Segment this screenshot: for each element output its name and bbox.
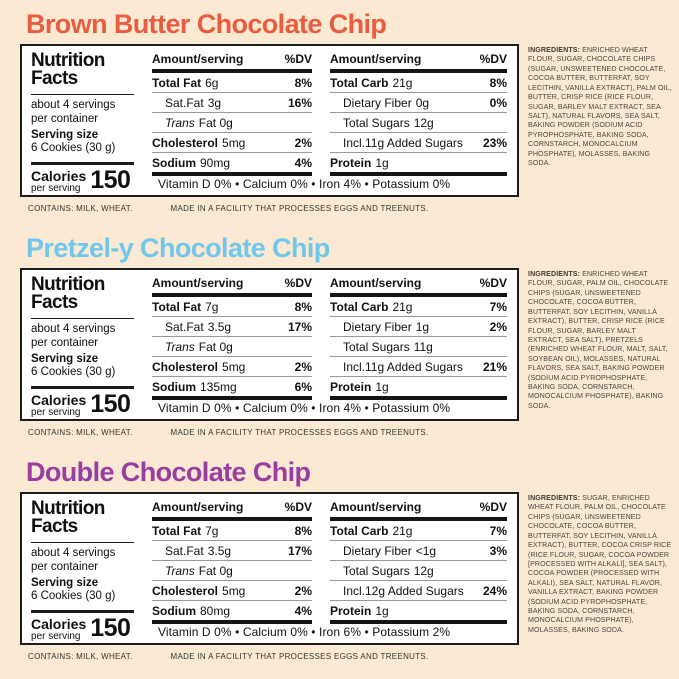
servings-line1: about 4 servings xyxy=(31,547,116,560)
nutrient-name: Total Sugars xyxy=(343,339,410,354)
nutrient-dv: 7% xyxy=(489,523,507,538)
nutrient-name: Cholesterol xyxy=(152,135,219,150)
calories-note: per serving xyxy=(31,183,81,195)
nutrient-dv: 2% xyxy=(294,135,312,150)
divider xyxy=(330,620,507,624)
fat-column xyxy=(140,494,320,643)
ingredients xyxy=(528,492,672,674)
nutrient-name: Trans xyxy=(165,115,195,130)
contains-note: CONTAINS: MILK, WHEAT. xyxy=(28,428,133,437)
nutrient-dv: 7% xyxy=(489,299,507,314)
nutrition-facts-heading xyxy=(31,52,134,88)
fat-column xyxy=(140,270,320,419)
nutrient-amount: 6g xyxy=(205,75,219,90)
serving-size-label: Serving size xyxy=(31,129,99,142)
nutrition-facts-heading-line2: Facts xyxy=(31,292,78,314)
nutrient-row-total-sugars xyxy=(330,561,507,581)
micronutrients-line: Vitamin D 0% • Calcium 0% • Iron 4% • Potassium 0% xyxy=(158,401,451,415)
nutrition-facts-panel xyxy=(20,44,519,197)
carb-column xyxy=(320,270,517,419)
nutrient-name: Total Sugars xyxy=(343,563,410,578)
serving-size-label: Serving size xyxy=(31,353,99,366)
nutrient-name: Trans xyxy=(165,563,195,578)
nutrient-amount: 7g xyxy=(205,299,219,314)
nutrient-amount: 3g xyxy=(207,95,222,110)
nutrient-dv: 17% xyxy=(287,319,312,334)
column-header xyxy=(152,274,312,293)
facts-column xyxy=(22,270,140,419)
calories-labels xyxy=(31,169,86,196)
nutrient-dv: 2% xyxy=(294,583,312,598)
calories-labels xyxy=(31,393,86,420)
facility-note: MADE IN A FACILITY THAT PROCESSES EGGS AND TREENUTS. xyxy=(170,652,429,661)
product-title: Double Chocolate Chip xyxy=(26,456,311,487)
divider xyxy=(152,396,312,400)
nutrient-name: Protein xyxy=(330,379,372,394)
nutrient-row-total-sugars xyxy=(330,113,507,133)
dv-header: %DV xyxy=(284,500,312,514)
nutrition-facts-heading-line1: Nutrition xyxy=(31,50,105,71)
dv-header: %DV xyxy=(479,52,507,66)
nutrient-dv: 2% xyxy=(489,319,507,334)
allergen-notes xyxy=(28,428,519,450)
serving-size-label: Serving size xyxy=(31,577,99,590)
nutrient-name: Total Carb xyxy=(330,75,389,90)
nutrient-name: Protein xyxy=(330,603,372,618)
nutrient-dv: 4% xyxy=(294,155,312,170)
contains-note: CONTAINS: MILK, WHEAT. xyxy=(28,204,133,213)
nutrient-row-protein xyxy=(330,601,507,620)
amount-serving-header: Amount/serving xyxy=(152,276,244,290)
ingredients-text: ENRICHED WHEAT FLOUR, SUGAR, CHOCOLATE CHIPS (SUGAR, UNSWEETENED CHOCOLATE, COCOA BUTTER, BUTTERFAT, SOY LECITHIN, VANILLA EXTRACT), PALM OIL, BUTTER, CRISP RICE (RICE FLOUR, SUGAR, BARLEY MALT EXTRACT, SEA SALT), NATURAL FLAVORS, SEA SALT, BAKING POWDER (SODIUM ACID PYROPHOSPHATE, BAKING SODA, CORNSTARCH, MONOCALCIUM PHOSPHATE), MOLASSES, BAKING SODA. xyxy=(528,46,672,168)
serving-size-value: 6 Cookies (30 g) xyxy=(31,366,116,379)
amount-serving-header: Amount/serving xyxy=(330,500,422,514)
nutrient-dv: 23% xyxy=(482,135,507,150)
nutrition-facts-heading-line1: Nutrition xyxy=(31,274,105,295)
nutrient-row-sat-fat xyxy=(152,541,312,561)
nutrient-row-cholesterol xyxy=(152,357,312,377)
calories-block xyxy=(31,389,134,420)
nutrient-row-sodium xyxy=(152,153,312,172)
nutrient-row-dietary-fiber xyxy=(330,93,507,113)
nutrient-name: Cholesterol xyxy=(152,583,219,598)
nutrient-row-total-carb xyxy=(330,521,507,541)
nutrient-row-trans-fat xyxy=(152,561,312,581)
fat-column xyxy=(140,46,320,195)
nutrient-row-total-fat xyxy=(152,297,312,317)
nutrient-row-sat-fat xyxy=(152,93,312,113)
column-header xyxy=(330,274,507,293)
calories-label: Calories xyxy=(31,391,87,408)
product-title: Brown Butter Chocolate Chip xyxy=(26,8,387,39)
nutrient-row-total-carb xyxy=(330,73,507,93)
nutrition-facts-panel xyxy=(20,268,519,421)
nutrient-row-trans-fat xyxy=(152,113,312,133)
nutrient-row-added-sugars xyxy=(330,133,507,153)
nutrient-amount: Fat 0g xyxy=(198,563,233,578)
calories-value: 150 xyxy=(90,613,131,642)
nutrient-dv: 8% xyxy=(294,523,312,538)
nutrient-amount: 1g xyxy=(375,603,389,618)
divider xyxy=(31,610,134,613)
nutrient-row-added-sugars xyxy=(330,357,507,377)
nutrient-dv: 17% xyxy=(287,543,312,558)
facts-column xyxy=(22,494,140,643)
ingredients-label: INGREDIENTS: xyxy=(528,270,581,278)
nutrient-row-trans-fat xyxy=(152,337,312,357)
nutrient-row-cholesterol xyxy=(152,581,312,601)
nutrient-name: Sodium xyxy=(152,155,196,170)
product-section xyxy=(20,2,671,226)
calories-labels xyxy=(31,617,86,644)
ingredients xyxy=(528,44,672,226)
divider xyxy=(330,396,507,400)
divider xyxy=(31,542,134,543)
nutrient-row-total-carb xyxy=(330,297,507,317)
divider xyxy=(152,620,312,624)
servings-line2: per container xyxy=(31,560,99,573)
nutrient-row-cholesterol xyxy=(152,133,312,153)
micronutrients-line: Vitamin D 0% • Calcium 0% • Iron 6% • Potassium 2% xyxy=(158,625,451,639)
nutrient-name: Sodium xyxy=(152,603,196,618)
servings-line2: per container xyxy=(31,112,99,125)
nutrient-amount: 1g xyxy=(375,155,389,170)
nutrition-facts-heading-line2: Facts xyxy=(31,516,78,538)
product-title: Pretzel-y Chocolate Chip xyxy=(26,232,330,263)
dv-header: %DV xyxy=(284,276,312,290)
nutrient-row-sodium xyxy=(152,601,312,620)
calories-label: Calories xyxy=(31,615,87,632)
nutrient-dv: 6% xyxy=(294,379,312,394)
calories-value: 150 xyxy=(90,165,131,194)
product-section xyxy=(20,450,671,674)
nutrient-name: Sodium xyxy=(152,379,196,394)
nutrient-amount: 5mg xyxy=(222,359,246,374)
carb-column xyxy=(320,46,517,195)
servings-line2: per container xyxy=(31,336,99,349)
nutrient-name: Cholesterol xyxy=(152,359,219,374)
dv-header: %DV xyxy=(479,500,507,514)
amount-serving-header: Amount/serving xyxy=(330,276,422,290)
nutrient-dv: 0% xyxy=(489,95,507,110)
nutrient-row-total-sugars xyxy=(330,337,507,357)
calories-block xyxy=(31,613,134,644)
nutrient-row-sodium xyxy=(152,377,312,396)
nutrient-amount: 5mg xyxy=(222,135,246,150)
facility-note: MADE IN A FACILITY THAT PROCESSES EGGS AND TREENUTS. xyxy=(170,428,429,437)
nutrient-name: Total Fat xyxy=(152,75,202,90)
servings-per-container xyxy=(31,547,134,574)
nutrient-name: Incl.12g Added Sugars xyxy=(343,583,464,598)
nutrient-row-dietary-fiber xyxy=(330,541,507,561)
nutrient-row-total-fat xyxy=(152,73,312,93)
calories-value: 150 xyxy=(90,389,131,418)
nutrition-facts-heading xyxy=(31,500,134,536)
nutrient-amount: 7g xyxy=(205,523,219,538)
calories-note: per serving xyxy=(31,631,81,643)
dv-header: %DV xyxy=(284,52,312,66)
nutrient-amount: 11g xyxy=(413,339,433,354)
nutrient-amount: 0g xyxy=(415,95,430,110)
nutrient-name: Sat.Fat xyxy=(165,543,204,558)
nutrient-amount: 80mg xyxy=(200,603,231,618)
nutrient-amount: 21g xyxy=(392,299,413,314)
column-header xyxy=(152,50,312,69)
divider xyxy=(31,386,134,389)
divider xyxy=(152,172,312,176)
facts-column xyxy=(22,46,140,195)
nutrition-facts-panel xyxy=(20,492,519,645)
nutrient-name: Total Fat xyxy=(152,523,202,538)
nutrient-row-total-fat xyxy=(152,521,312,541)
nutrient-amount: 90mg xyxy=(200,155,231,170)
nutrient-name: Total Carb xyxy=(330,299,389,314)
nutrient-row-sat-fat xyxy=(152,317,312,337)
nutrient-amount: 3.5g xyxy=(207,319,232,334)
calories-block xyxy=(31,165,134,196)
carb-column xyxy=(320,494,517,643)
servings-per-container xyxy=(31,99,134,126)
column-header xyxy=(330,50,507,69)
ingredients-label: INGREDIENTS: xyxy=(528,46,581,54)
nutrient-amount: Fat 0g xyxy=(198,339,233,354)
nutrient-amount: 3.5g xyxy=(207,543,232,558)
nutrient-dv: 16% xyxy=(287,95,312,110)
ingredients-text: ENRICHED WHEAT FLOUR, SUGAR, PALM OIL, CHOCOLATE CHIPS (SUGAR, UNSWEETENED CHOCOLATE, COCOA BUTTER, BUTTERFAT, SOY LECITHIN, VANILLA EXTRACT), BUTTER, CRISP RICE (RICE FLOUR, SUGAR, BARLEY MALT EXTRACT, SEA SALT), PRETZELS (ENRICHED WHEAT FLOUR, MALT, SALT, SOYBEAN OIL), MOLASSES, NATURAL FLAVORS, SEA SALT, BAKING POWDER (SODIUM ACID PYROPHOSPHATE, BAKING SODA, CORNSTARCH, MONOCALCIUM PHOSPHATE), BAKING SODA. xyxy=(528,270,669,410)
nutrient-row-added-sugars xyxy=(330,581,507,601)
allergen-notes xyxy=(28,652,519,674)
nutrient-dv: 8% xyxy=(294,299,312,314)
nutrition-facts-heading xyxy=(31,276,134,312)
nutrient-name: Protein xyxy=(330,155,372,170)
ingredients xyxy=(528,268,672,450)
nutrient-dv: 4% xyxy=(294,603,312,618)
servings-per-container xyxy=(31,323,134,350)
nutrient-amount: 135mg xyxy=(200,379,237,394)
nutrient-amount: 12g xyxy=(413,115,434,130)
nutrient-name: Incl.11g Added Sugars xyxy=(343,359,463,374)
amount-serving-header: Amount/serving xyxy=(152,52,244,66)
micronutrients-line: Vitamin D 0% • Calcium 0% • Iron 4% • Potassium 0% xyxy=(158,177,451,191)
nutrient-dv: 2% xyxy=(294,359,312,374)
nutrient-amount: 21g xyxy=(392,75,413,90)
nutrient-name: Sat.Fat xyxy=(165,319,204,334)
nutrient-name: Sat.Fat xyxy=(165,95,204,110)
nutrient-dv: 8% xyxy=(489,75,507,90)
amount-serving-header: Amount/serving xyxy=(330,52,422,66)
contains-note: CONTAINS: MILK, WHEAT. xyxy=(28,652,133,661)
nutrient-name: Total Sugars xyxy=(343,115,410,130)
allergen-notes xyxy=(28,204,519,226)
nutrient-name: Dietary Fiber xyxy=(343,543,412,558)
serving-size-value: 6 Cookies (30 g) xyxy=(31,590,116,603)
amount-serving-header: Amount/serving xyxy=(152,500,244,514)
nutrient-dv: 24% xyxy=(482,583,507,598)
nutrient-row-protein xyxy=(330,377,507,396)
nutrient-amount: Fat 0g xyxy=(198,115,233,130)
nutrient-amount: 1g xyxy=(415,319,430,334)
nutrient-row-protein xyxy=(330,153,507,172)
nutrition-facts-heading-line1: Nutrition xyxy=(31,498,105,519)
nutrient-dv: 8% xyxy=(294,75,312,90)
nutrient-name: Total Fat xyxy=(152,299,202,314)
ingredients-label: INGREDIENTS: xyxy=(528,494,581,502)
nutrition-facts-heading-line2: Facts xyxy=(31,68,78,90)
nutrient-name: Trans xyxy=(165,339,195,354)
divider xyxy=(31,162,134,165)
nutrient-dv: 3% xyxy=(489,543,507,558)
divider xyxy=(330,172,507,176)
nutrient-amount: <1g xyxy=(415,543,437,558)
servings-line1: about 4 servings xyxy=(31,323,116,336)
nutrient-amount: 21g xyxy=(392,523,413,538)
column-header xyxy=(152,498,312,517)
calories-label: Calories xyxy=(31,167,87,184)
nutrient-amount: 12g xyxy=(413,563,434,578)
nutrient-name: Dietary Fiber xyxy=(343,319,412,334)
servings-line1: about 4 servings xyxy=(31,99,116,112)
nutrient-name: Total Carb xyxy=(330,523,389,538)
nutrient-amount: 1g xyxy=(375,379,389,394)
nutrient-name: Incl.11g Added Sugars xyxy=(343,135,463,150)
serving-size-value: 6 Cookies (30 g) xyxy=(31,142,116,155)
product-section xyxy=(20,226,671,450)
nutrient-name: Dietary Fiber xyxy=(343,95,412,110)
dv-header: %DV xyxy=(479,276,507,290)
nutrient-dv: 21% xyxy=(482,359,507,374)
nutrient-amount: 5mg xyxy=(222,583,246,598)
ingredients-text: SUGAR, ENRICHED WHEAT FLOUR, PALM OIL, CHOCOLATE CHIPS (SUGAR, UNSWEETENED CHOCOLATE, COCOA BUTTER, BUTTERFAT, SOY LECITHIN, VANILLA EXTRACT), BUTTER, COCOA CRISP RICE (RICE FLOUR, SUGAR, COCOA POWDER [PROCESSED WITH ALKALI], SEA SALT), COCOA POWDER (PROCESSED WITH ALKALI), SEA SALT, NATURAL FLAVOR, VANILLA EXTRACT, BAKING POWDER (SODIUM ACID PYROPHOSPHATE, BAKING SODA, CORNSTARCH, MONOCALCIUM PHOSPHATE), MOLASSES, BAKING SODA. xyxy=(528,494,672,634)
column-header xyxy=(330,498,507,517)
divider xyxy=(31,318,134,319)
nutrient-row-dietary-fiber xyxy=(330,317,507,337)
divider xyxy=(31,94,134,95)
facility-note: MADE IN A FACILITY THAT PROCESSES EGGS AND TREENUTS. xyxy=(170,204,429,213)
calories-note: per serving xyxy=(31,407,81,419)
